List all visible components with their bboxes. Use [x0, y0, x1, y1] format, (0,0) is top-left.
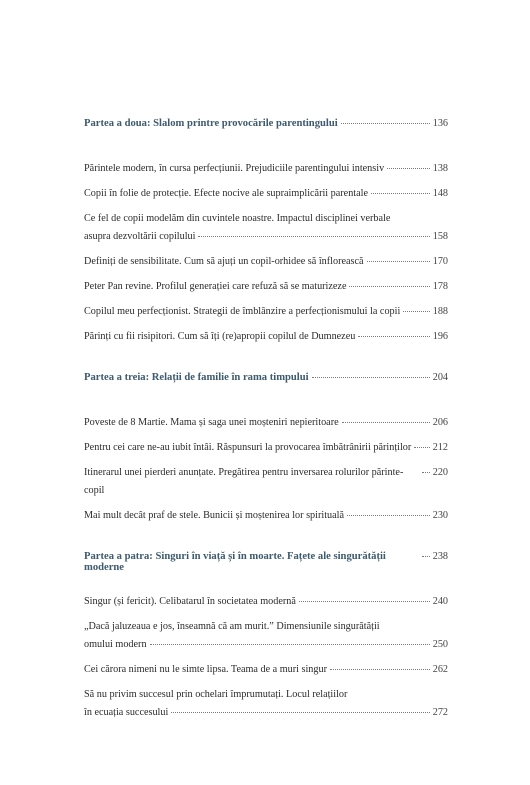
dot-leader	[422, 472, 430, 473]
page-number: 250	[432, 639, 448, 650]
entry-title: Cei cărora nimeni nu le simte lipsa. Teama de a muri singur	[84, 664, 327, 675]
entry-title-line-2: asupra dezvoltării copilului	[84, 231, 196, 242]
page-number: 148	[432, 188, 448, 199]
dot-leader	[349, 286, 429, 287]
toc-entry	[84, 686, 448, 722]
table-of-contents	[84, 118, 448, 748]
dot-leader	[299, 601, 430, 602]
toc-entry	[84, 414, 448, 432]
dot-leader	[414, 447, 429, 448]
page-number: 262	[432, 664, 448, 675]
dot-leader	[198, 236, 429, 237]
toc-part-2	[84, 118, 448, 346]
dot-leader	[330, 669, 430, 670]
entry-title: Singur (și fericit). Celibatarul în societatea modernă	[84, 596, 296, 607]
part-heading	[84, 118, 448, 140]
page-number: 212	[432, 442, 448, 453]
page-number: 196	[432, 331, 448, 342]
entry-title: Mai mult decât praf de stele. Bunicii și moștenirea lor spirituală	[84, 510, 344, 521]
entry-title: Copilul meu perfecționist. Strategii de îmblânzire a perfecționismului la copii	[84, 306, 401, 317]
dot-leader	[342, 422, 430, 423]
page-number: 158	[432, 231, 448, 242]
page-number: 238	[432, 551, 448, 562]
toc-entry	[84, 661, 448, 679]
toc-entry	[84, 593, 448, 611]
dot-leader	[341, 123, 430, 124]
toc-entry	[84, 328, 448, 346]
entry-title-line-2: în ecuația succesului	[84, 707, 169, 718]
dot-leader	[367, 261, 430, 262]
toc-entry	[84, 253, 448, 271]
entry-title-line-1: „Dacă jaluzeaua e jos, înseamnă că am murit.” Dimensiunile singurătății	[84, 621, 380, 632]
page-number: 188	[432, 306, 448, 317]
dot-leader	[422, 556, 430, 557]
page-number: 206	[432, 417, 448, 428]
page-number: 230	[432, 510, 448, 521]
toc-entry	[84, 439, 448, 457]
page-number: 136	[432, 118, 448, 129]
page-number: 178	[432, 281, 448, 292]
entry-title: Poveste de 8 Martie. Mama și saga unei moșteniri nepieritoare	[84, 417, 339, 428]
part-title: Partea a patra: Singuri în viață și în moarte. Fațete ale singurătății moderne	[84, 551, 386, 573]
page-number: 204	[432, 372, 448, 383]
dot-leader	[150, 644, 430, 645]
page-number: 240	[432, 596, 448, 607]
entry-title: Peter Pan revine. Profilul generației care refuză să se maturizeze	[84, 281, 347, 292]
page-number: 272	[432, 707, 448, 718]
dot-leader	[387, 168, 430, 169]
entry-title: Definiți de sensibilitate. Cum să ajuți un copil-orhidee să înflorească	[84, 256, 364, 267]
entry-title-line-1: Ce fel de copii modelăm din cuvintele noastre. Impactul disciplinei verbale	[84, 213, 391, 224]
toc-entry	[84, 160, 448, 178]
dot-leader	[347, 515, 430, 516]
page-number: 220	[432, 467, 448, 478]
toc-entry	[84, 278, 448, 296]
dot-leader	[171, 712, 429, 713]
part-heading	[84, 372, 448, 394]
dot-leader	[403, 311, 429, 312]
entry-title-line-1: Să nu privim succesul prin ochelari împrumutați. Locul relațiilor	[84, 689, 348, 700]
entry-title: Pentru cei care ne-au iubit întâi. Răspunsuri la provocarea îmbătrânirii părinților	[84, 442, 412, 453]
toc-entry	[84, 185, 448, 203]
dot-leader	[312, 377, 430, 378]
page-number: 138	[432, 163, 448, 174]
entry-title-line-2: omului modern	[84, 639, 147, 650]
part-title: Partea a doua: Slalom printre provocările parentingului	[84, 118, 338, 129]
toc-entry	[84, 618, 448, 654]
toc-entry	[84, 210, 448, 246]
toc-entry	[84, 507, 448, 525]
toc-part-3	[84, 372, 448, 525]
entry-title: Părinți cu fii risipitori. Cum să îți (re)apropii copilul de Dumnezeu	[84, 331, 356, 342]
part-title: Partea a treia: Relații de familie în rama timpului	[84, 372, 309, 383]
page-number: 170	[432, 256, 448, 267]
dot-leader	[358, 336, 429, 337]
part-heading	[84, 551, 448, 573]
entry-title: Itinerarul unei pierderi anunțate. Pregătirea pentru inversarea rolurilor părinte-copil	[84, 467, 404, 496]
dot-leader	[371, 193, 430, 194]
toc-part-4	[84, 551, 448, 722]
toc-entry	[84, 303, 448, 321]
toc-entry	[84, 464, 448, 500]
entry-title: Copii în folie de protecție. Efecte nocive ale supraimplicării parentale	[84, 188, 368, 199]
entry-title: Părintele modern, în cursa perfecțiunii. Prejudiciile parentingului intensiv	[84, 163, 385, 174]
